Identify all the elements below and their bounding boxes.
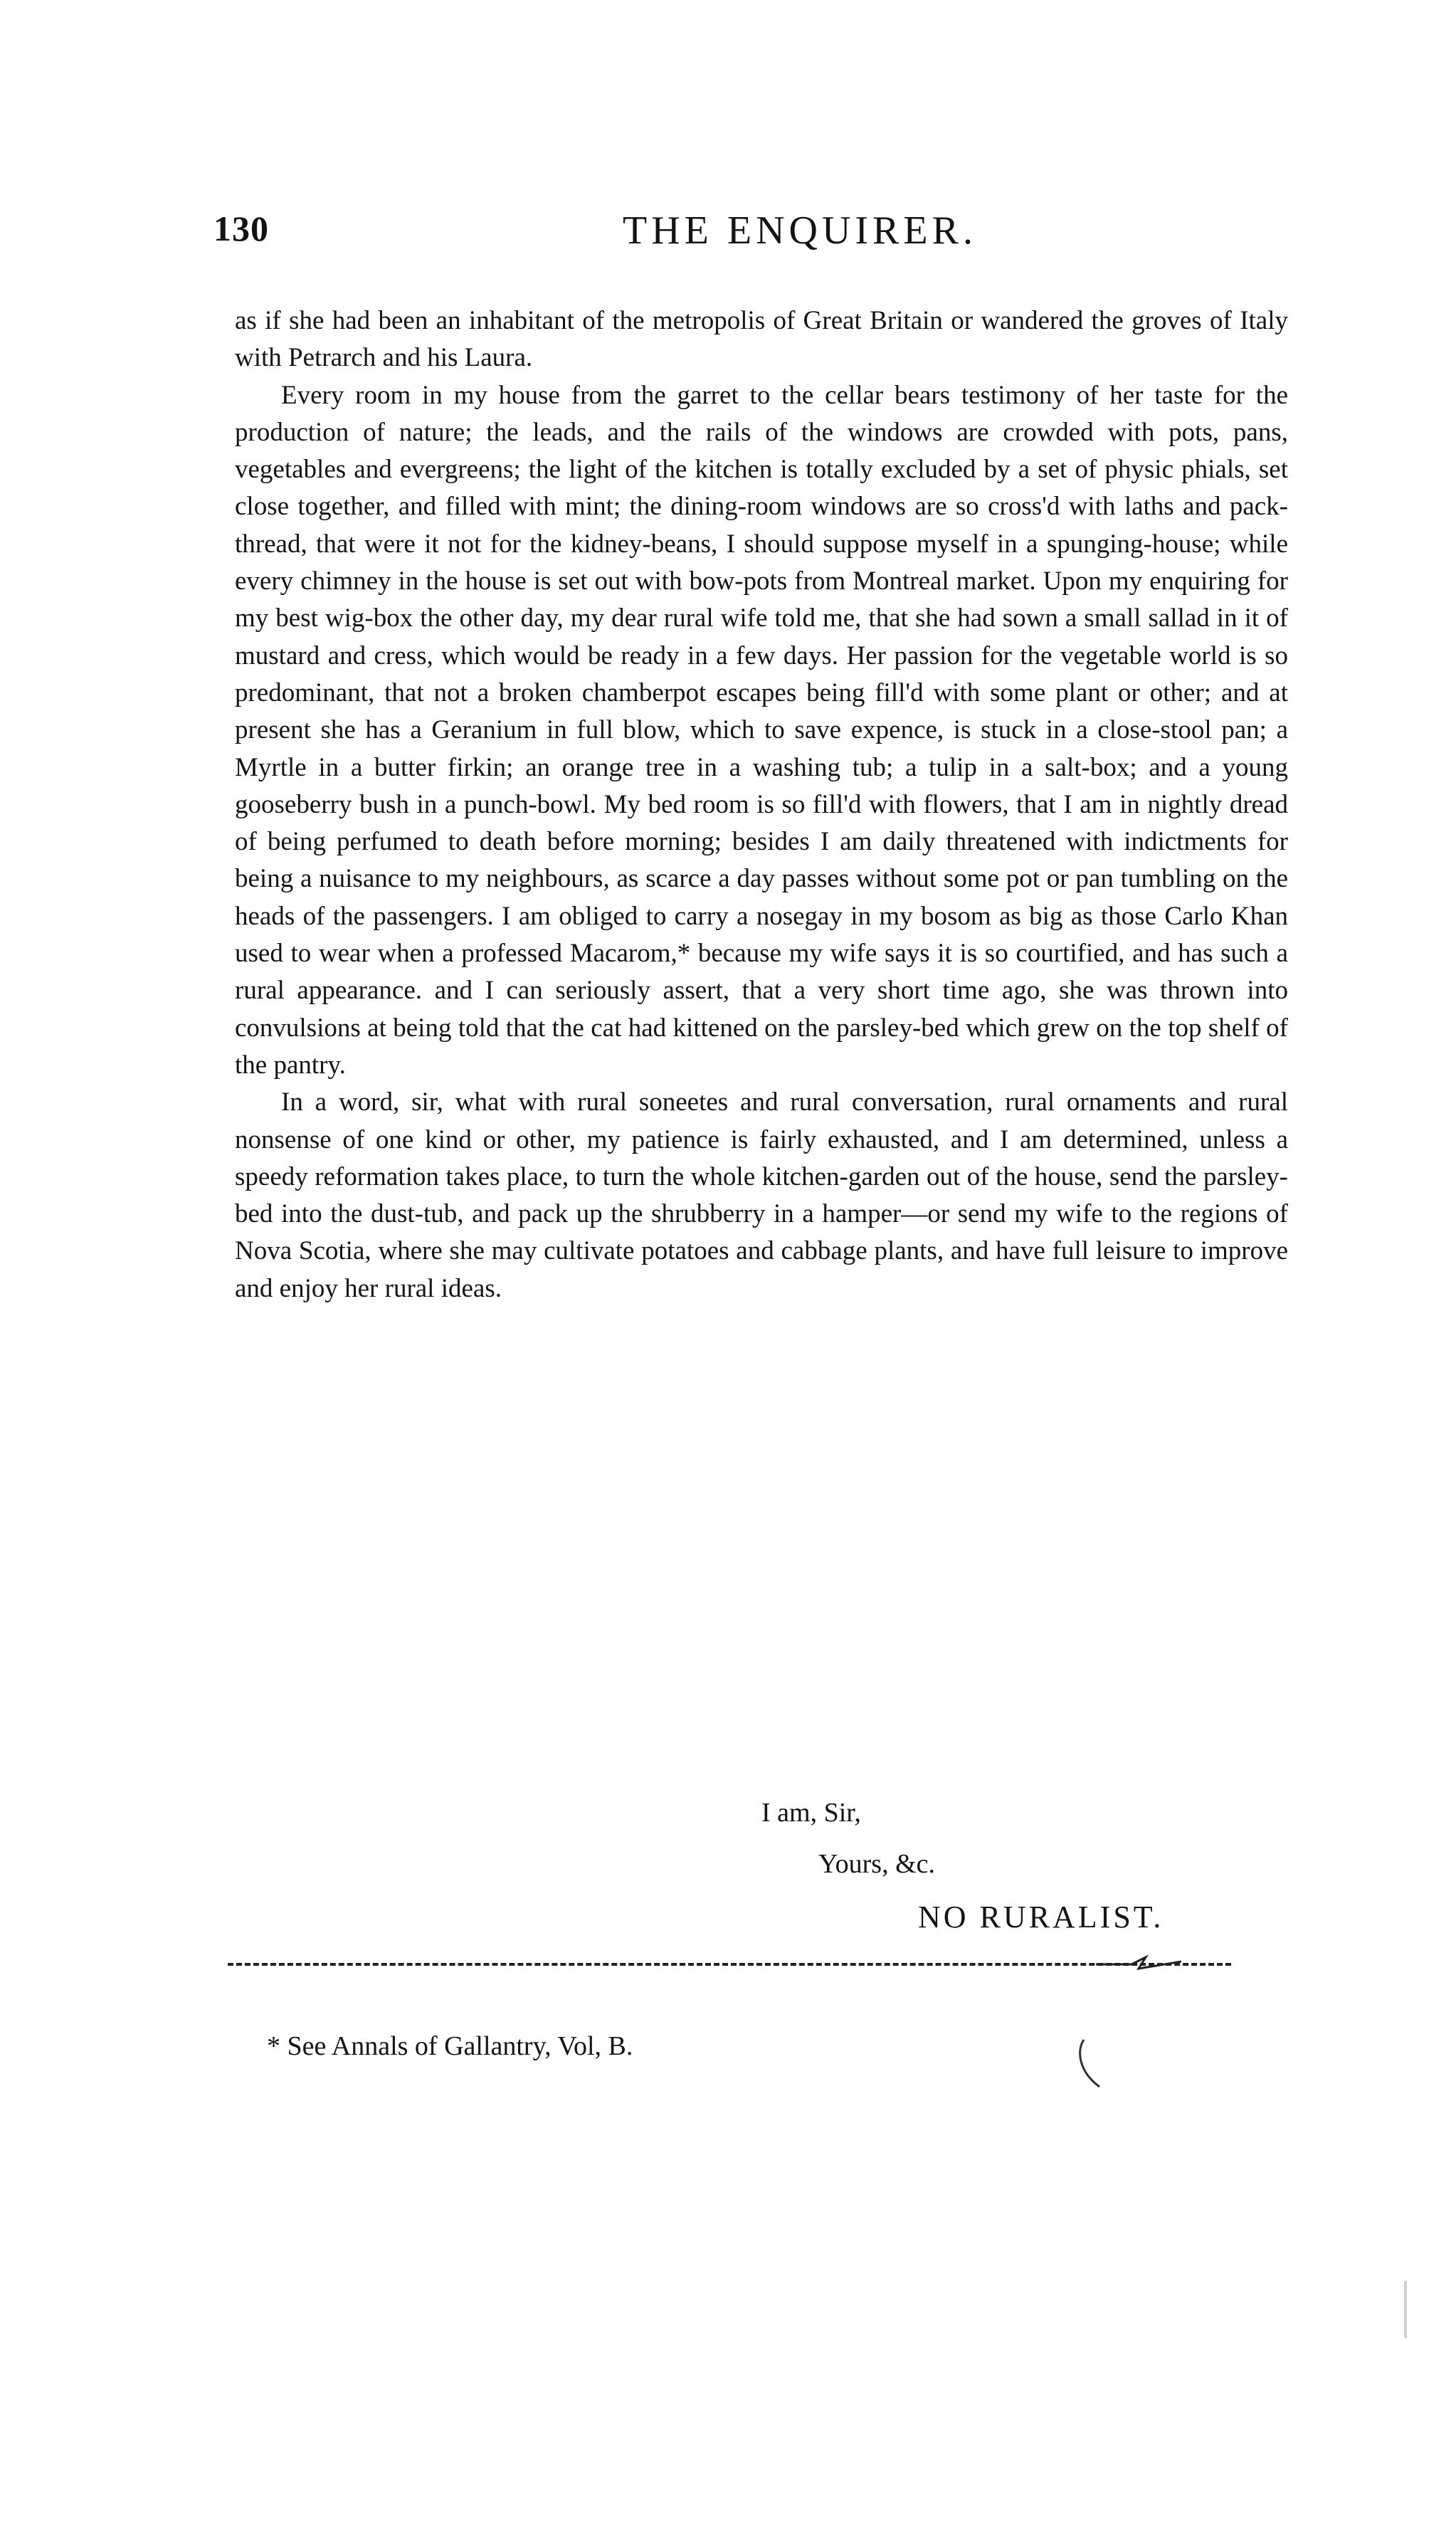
section-divider: [228, 1963, 1231, 1966]
paragraph-conclusion: In a word, sir, what with rural soneetes and rural conversation, rural ornaments and rural nonsense of one kind or other, my patience is fairly exhausted, and I am determined, unless a speedy reformation takes place, to turn the whole kitchen-garden out of the house, send the parsley-bed into the dust-tub, and pack up the shrubberry in a hamper—or send my wife to the regions of Nova Scotia, where she may cultivate potatoes and cabbage plants, and have full leisure to improve and enjoy her rural ideas.: [235, 1088, 1288, 1303]
running-head: THE ENQUIRER.: [623, 209, 977, 253]
closing-valediction: Yours, &c.: [818, 1849, 936, 1879]
page-header: [213, 208, 1281, 265]
page-number: 130: [213, 209, 269, 248]
body-text: [235, 302, 1288, 1307]
paragraph-continued: as if she had been an inhabitant of the metropolis of Great Britain or wandered the groves of Italy with Petrarch and his Laura.: [235, 306, 1288, 373]
footnote: * See Annals of Gallantry, Vol, B.: [267, 2031, 633, 2061]
margin-mark: [1071, 2036, 1107, 2092]
signature: NO RURALIST.: [918, 1900, 1164, 1934]
scan-artifact: [1404, 2281, 1407, 2338]
divider-flourish: [1096, 1953, 1181, 1974]
closing-salutation: I am, Sir,: [761, 1798, 861, 1828]
paragraph-rooms: Every room in my house from the garret to the cellar bears testimony of her taste for the production of nature; the leads, and the rails of the windows are crowded with pots, pans, vegetables and evergreens; the light of the kitchen is totally excluded by a set of physic phials, set close together, and filled with mint; the dining-room windows are so cross'd with laths and pack-thread, that were it not for the kidney-beans, I should suppose myself in a spunging-house; while every chimney in the house is set out with bow-pots from Montreal market. Upon my enquiring for my best wig-box the other day, my dear rural wife told me, that she had sown a small sallad in it of mustard and cress, which would be ready in a few days. Her passion for the vegetable world is so predominant, that not a broken chamberpot escapes being fill'd with some plant or other; and at present she has a Geranium in full blow, which to save expence, is stuck in a close-stool pan; a Myrtle in a butter firkin; an orange tree in a washing tub; a tulip in a salt-box; and a young gooseberry bush in a punch-bowl. My bed room is so fill'd with flowers, that I am in nightly dread of being perfumed to death before morning; besides I am daily threatened with indictments for being a nuisance to my neighbours, as scarce a day passes without some pot or pan tumbling on the heads of the passengers. I am obliged to carry a nosegay in my bosom as big as those Carlo Khan used to wear when a professed Macarom,* because my wife says it is so courtified, and has such a rural appearance. and I can seriously assert, that a very short time ago, she was thrown into convulsions at being told that the cat had kittened on the parsley-bed which grew on the top shelf of the pantry.: [235, 380, 1288, 1080]
